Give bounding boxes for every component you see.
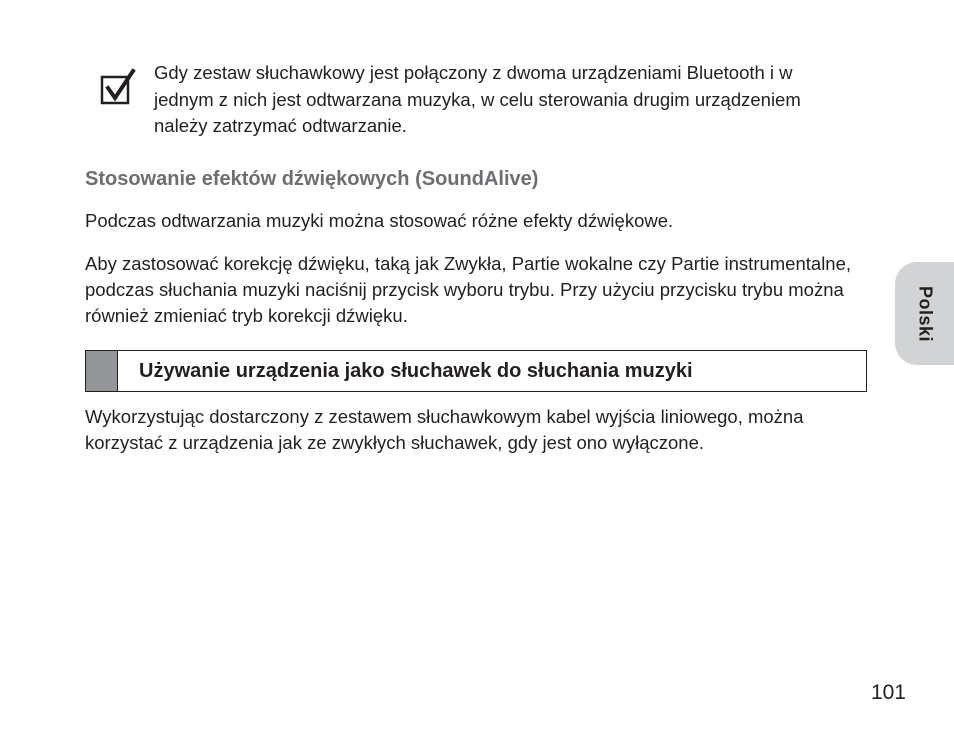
page-number: 101 (870, 681, 906, 704)
language-tab-label: Polski (915, 285, 935, 342)
heading-marker (86, 351, 118, 391)
chapter-heading-title: Używanie urządzenia jako słuchawek do słuchania muzyki (139, 360, 693, 382)
body-paragraph: Wykorzystując dostarczony z zestawem słuchawkowym kabel wyjścia liniowego, można korzystać z urządzenia jak ze zwykłych słuchawek, gdy jest ono wyłączone. (85, 406, 804, 453)
chapter-heading (85, 350, 867, 392)
section-paragraph-2: Aby zastosować korekcję dźwięku, taką jak Zwykła, Partie wokalne czy Partie instrumentalne, podczas słuchania muzyki naciśnij przycisk wyboru trybu. Przy użyciu przycisku trybu można również zmieniać tryb korekcji dźwięku. (85, 253, 852, 326)
section-title: Stosowanie efektów dźwiękowych (SoundAlive) (85, 168, 539, 190)
section-paragraph-1: Podczas odtwarzania muzyki można stosować różne efekty dźwiękowe. (85, 210, 674, 231)
language-tab (895, 262, 954, 365)
note-text: Gdy zestaw słuchawkowy jest połączony z dwoma urządzeniami Bluetooth i w jednym z nich jest odtwarzana muzyka, w celu sterowania drugim urządzeniem należy zatrzymać odtwarzanie. (154, 62, 801, 136)
checkbox-note-icon (100, 68, 138, 106)
